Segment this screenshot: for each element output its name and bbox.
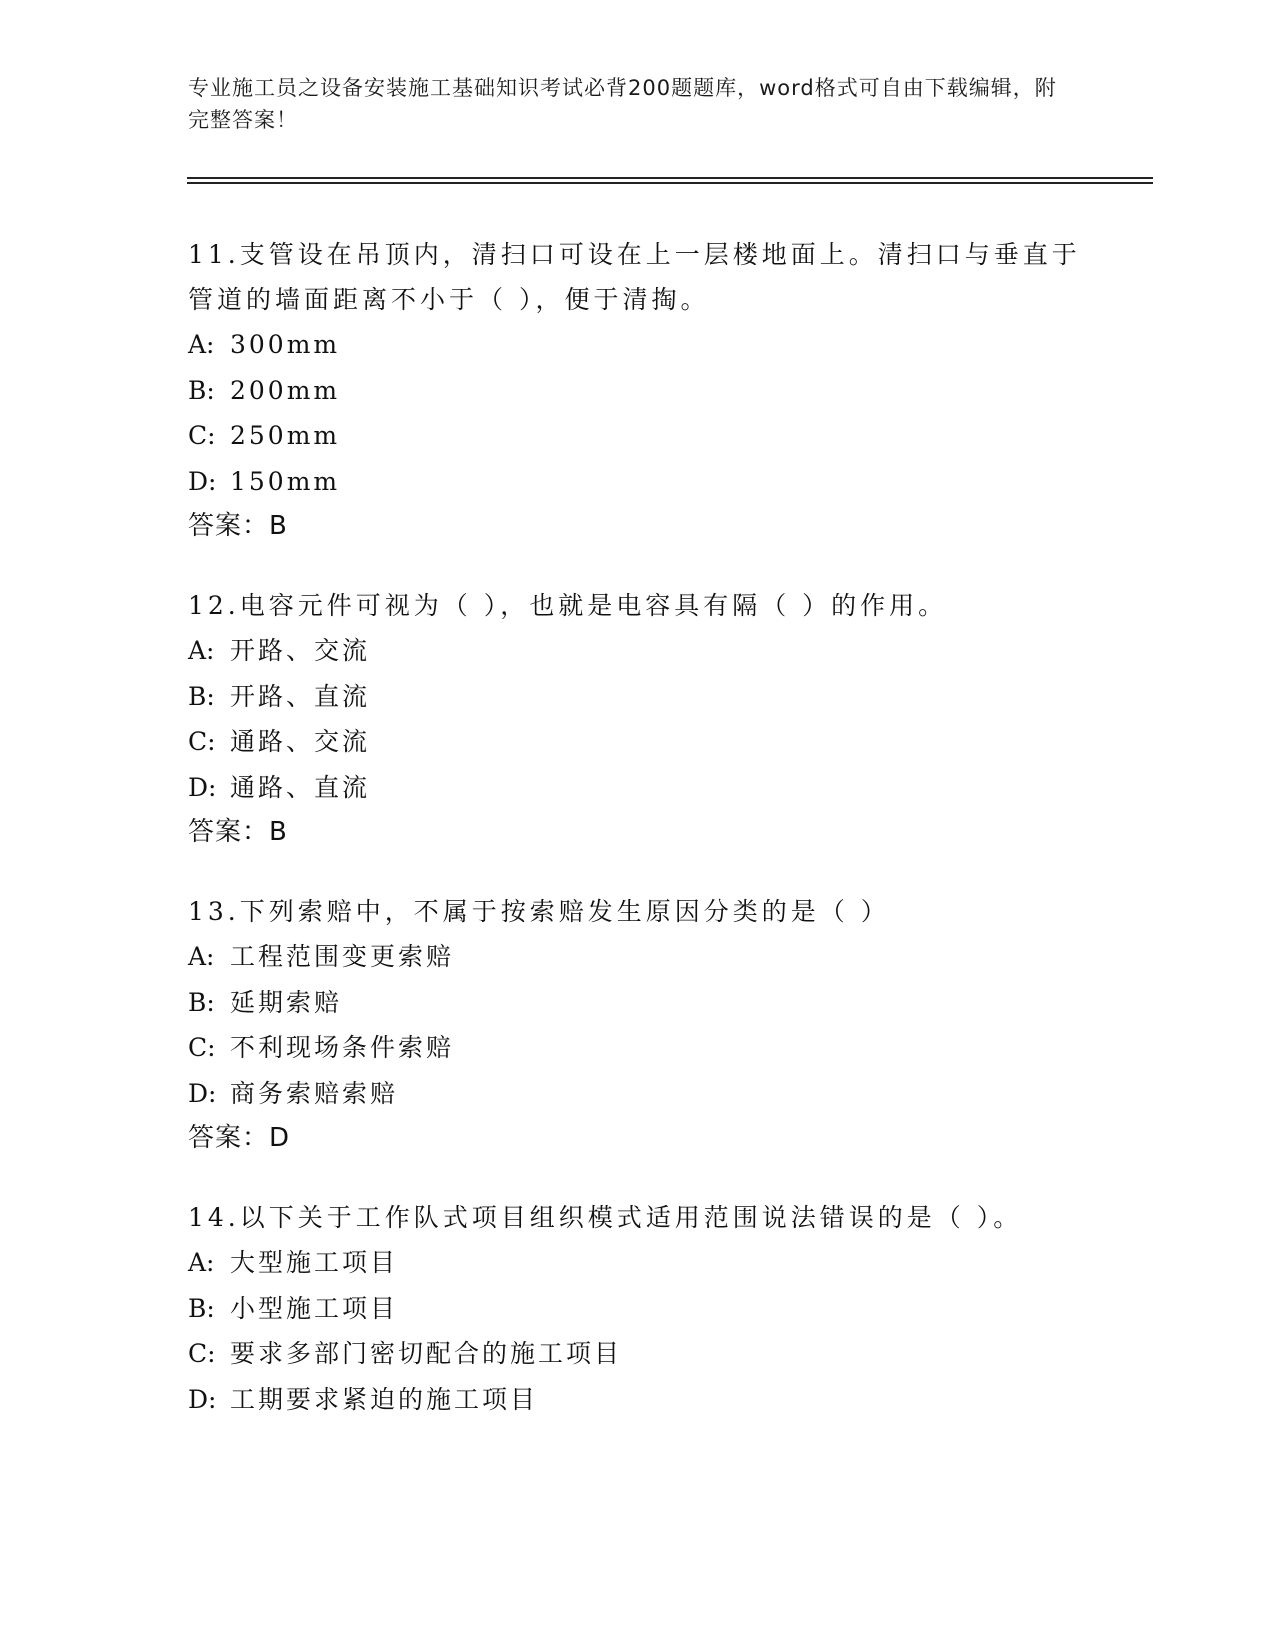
option-d (188, 1377, 1088, 1423)
option-letter: A: (188, 330, 215, 359)
option-letter: A: (188, 942, 215, 971)
option-a (188, 934, 1088, 980)
option-text: 150mm (230, 466, 341, 496)
option-letter: D: (188, 1078, 217, 1108)
document-header: 专业施工员之设备安装施工基础知识考试必背200题题库，word格式可自由下载编辑，附完整答案！ (188, 76, 1057, 132)
question-12 (188, 583, 1088, 855)
option-b (188, 1286, 1088, 1332)
option-b (188, 980, 1088, 1026)
option-d (188, 765, 1088, 811)
option-letter: B: (188, 987, 215, 1017)
option-text: 不利现场条件索赔 (230, 1033, 455, 1062)
option-text: 通路、直流 (230, 772, 371, 802)
header-divider-bottom (187, 182, 1153, 184)
option-text: 通路、交流 (230, 727, 371, 756)
option-a (188, 322, 1088, 368)
option-a (188, 1240, 1088, 1286)
question-stem: 11.支管设在吊顶内，清扫口可设在上一层楼地面上。清扫口与垂直于管道的墙面距离不小于（ ），便于清掏。 (188, 240, 1081, 314)
question-14 (188, 1195, 1088, 1422)
option-letter: C: (188, 1033, 216, 1062)
option-text: 300mm (230, 330, 341, 359)
option-text: 开路、直流 (230, 681, 371, 711)
option-text: 要求多部门密切配合的施工项目 (230, 1339, 623, 1368)
option-d (188, 1071, 1088, 1117)
question-list (188, 232, 1088, 1456)
option-letter: B: (188, 375, 215, 405)
option-text: 250mm (230, 421, 341, 450)
option-a (188, 628, 1088, 674)
option-letter: C: (188, 727, 216, 756)
answer-line: 答案：B (188, 817, 288, 847)
option-text: 延期索赔 (230, 987, 343, 1017)
option-letter: A: (188, 636, 215, 665)
option-c (188, 719, 1088, 765)
question-stem: 14.以下关于工作队式项目组织模式适用范围说法错误的是（ ）。 (188, 1203, 1023, 1232)
option-text: 200mm (230, 375, 341, 405)
option-c (188, 1331, 1088, 1377)
option-b (188, 674, 1088, 720)
option-letter: B: (188, 1293, 215, 1323)
question-stem: 12.电容元件可视为（ ），也就是电容具有隔（ ）的作用。 (188, 591, 948, 620)
question-stem: 13.下列索赔中，不属于按索赔发生原因分类的是（ ） (188, 897, 890, 926)
header-divider-top (187, 177, 1153, 179)
option-text: 开路、交流 (230, 636, 371, 665)
option-letter: A: (188, 1248, 215, 1277)
option-text: 大型施工项目 (230, 1248, 399, 1277)
option-text: 小型施工项目 (230, 1293, 399, 1323)
option-letter: C: (188, 421, 216, 450)
answer-line: 答案：B (188, 511, 288, 541)
option-b (188, 368, 1088, 414)
option-text: 商务索赔索赔 (230, 1078, 399, 1108)
option-d (188, 459, 1088, 505)
option-text: 工期要求紧迫的施工项目 (230, 1384, 539, 1414)
option-c (188, 413, 1088, 459)
option-c (188, 1025, 1088, 1071)
option-letter: D: (188, 772, 217, 802)
option-text: 工程范围变更索赔 (230, 942, 455, 971)
option-letter: C: (188, 1339, 216, 1368)
answer-line: 答案：D (188, 1123, 291, 1153)
option-letter: B: (188, 681, 215, 711)
question-11 (188, 232, 1088, 549)
question-13 (188, 889, 1088, 1161)
option-letter: D: (188, 466, 217, 496)
option-letter: D: (188, 1384, 217, 1414)
